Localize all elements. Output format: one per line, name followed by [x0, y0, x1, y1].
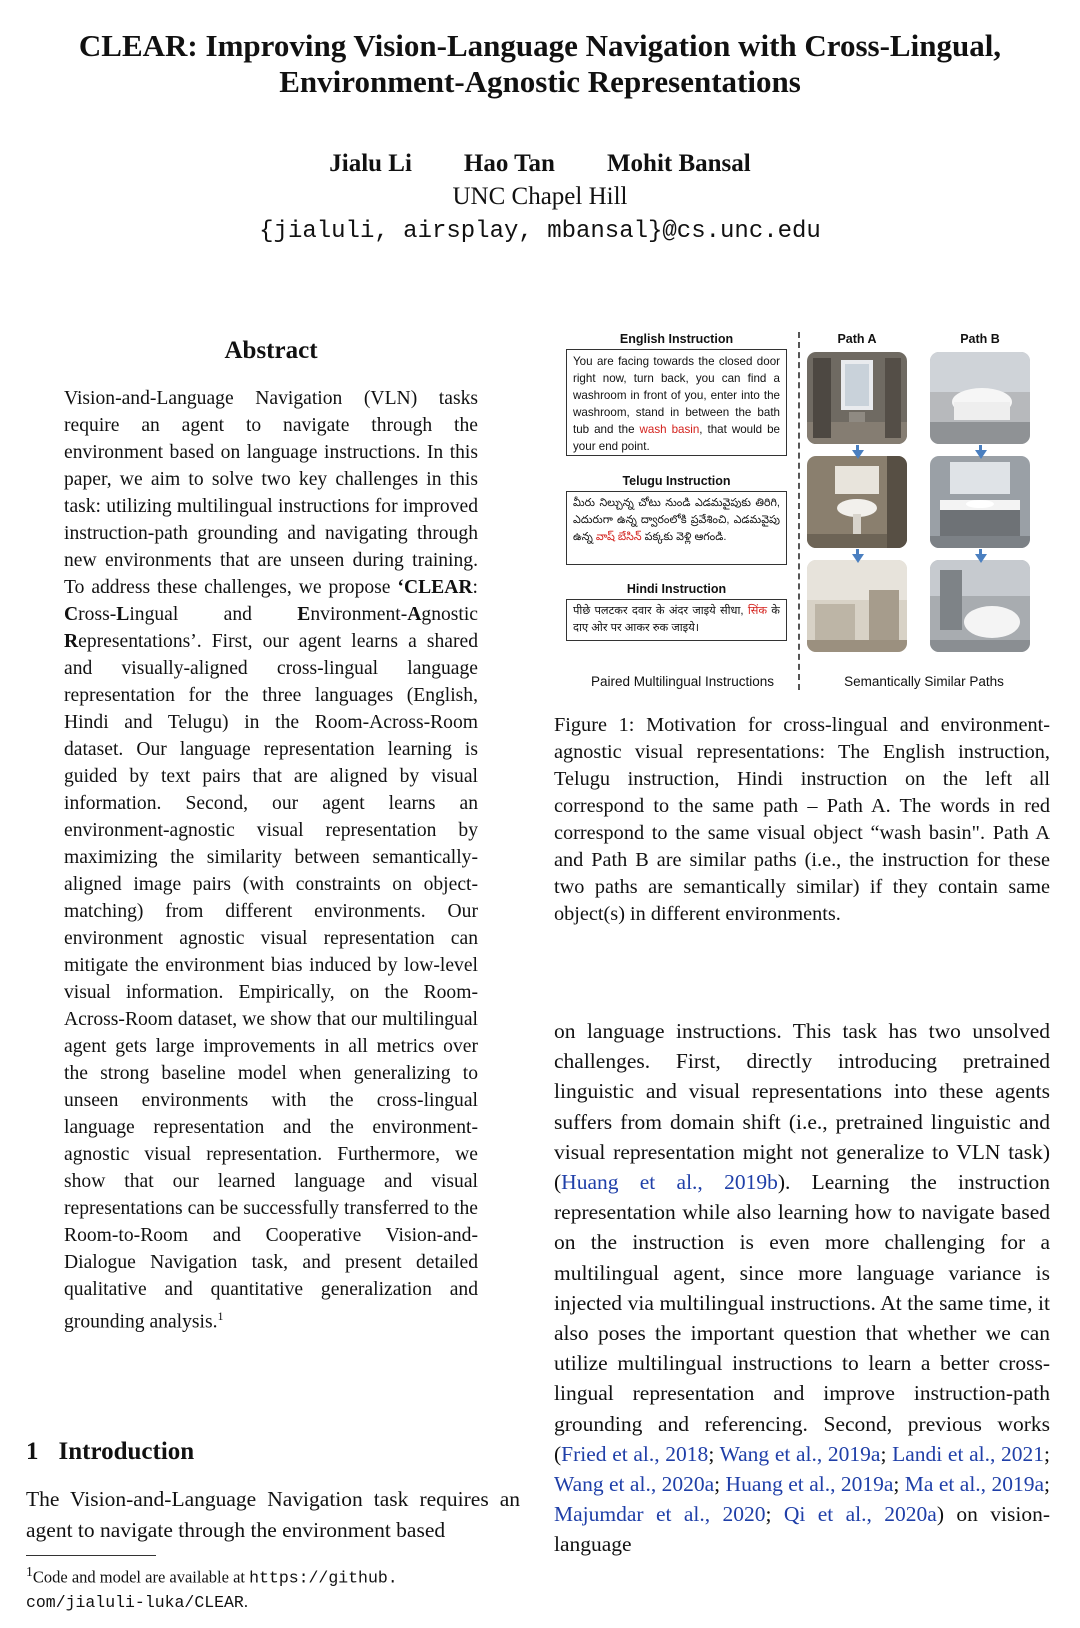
- path-a-image-1: [807, 352, 907, 444]
- telugu-text: మీరు నిల్చున్న చోటు నుండి ఎడమవైపుకు తిరిగి, ఎదురుగా ఉన్న ద్వారంలోకి ప్రవేశించి, ఎడమవైపు ఉన్న: [573, 497, 780, 543]
- cite-sep: ;: [880, 1441, 893, 1466]
- name-word-1: ross-: [78, 604, 117, 625]
- right-footer-label: Semantically Similar Paths: [844, 674, 1004, 689]
- name-letter-r: R: [64, 631, 79, 652]
- abstract-heading: Abstract: [224, 337, 318, 364]
- section-heading-introduction: [26, 1438, 194, 1466]
- figure-caption: Figure 1: Motivation for cross-lingual and environment-agnostic visual representations: The English instruction, Telugu instruction, Hindi instruction on the left all correspond to the same path – Path A. The words in red correspond to the same visual object “wash basin". Path A and Path B are similar paths (i.e., the instruction for these two paths are semantically similar) if they contain same object(s) in different environments.: [554, 714, 1050, 925]
- telugu-instruction-box: [566, 491, 787, 565]
- method-name: CLEAR: [403, 577, 473, 598]
- path-b-image-2: [930, 456, 1030, 548]
- figure-1: [552, 332, 1052, 692]
- figure-divider: [798, 332, 800, 690]
- hindi-instruction-label: Hindi Instruction: [626, 582, 727, 596]
- author-2: Hao Tan: [463, 150, 555, 177]
- author-list: [0, 150, 1080, 178]
- citation-wang-2019a[interactable]: Wang et al., 2019a: [719, 1441, 881, 1466]
- name-letter-l: L: [116, 604, 130, 625]
- telugu-instruction-label: Telugu Instruction: [622, 474, 731, 488]
- hindi-instruction-box: [566, 599, 787, 641]
- left-footer-label: Paired Multilingual Instructions: [590, 674, 775, 689]
- path-b-image-3: [930, 560, 1030, 652]
- citation-landi-2021[interactable]: Landi et al., 2021: [892, 1441, 1045, 1466]
- name-letter-a: A: [407, 604, 422, 625]
- intro-text-column-2: [554, 1016, 1050, 1560]
- cite-sep: ;: [714, 1472, 726, 1497]
- path-b-image-1: [930, 352, 1030, 444]
- cite-sep: ;: [1044, 1441, 1050, 1466]
- telugu-end: పక్కకు వెళ్లి ఆగండి.: [641, 531, 727, 543]
- citation-qi-2020a[interactable]: Qi et al., 2020a: [783, 1502, 937, 1527]
- citation-wang-2020a[interactable]: Wang et al., 2020a: [554, 1472, 715, 1497]
- cite-sep: ;: [765, 1502, 784, 1527]
- footnote-text: Code and model are available at: [32, 1567, 250, 1587]
- hindi-text: पीछे पलटकर दवार के अंदर जाइये सीधा,: [573, 605, 748, 617]
- english-instruction-label: English Instruction: [619, 332, 734, 346]
- paper-title: [30, 28, 1050, 100]
- hindi-highlight: सिंक: [747, 605, 768, 617]
- code-link-part-2[interactable]: com/jialuli-luka/CLEAR: [26, 1592, 244, 1612]
- hindi-end: के दाए ओर पर आकर रुक जाइये।: [573, 605, 780, 634]
- name-word-2: ingual and: [129, 604, 298, 625]
- path-b-arrow-1: [975, 450, 987, 459]
- citation-huang-2019b[interactable]: Huang et al., 2019b: [561, 1170, 778, 1195]
- name-letter-c: C: [64, 604, 79, 625]
- citation-huang-2019a[interactable]: Huang et al., 2019a: [725, 1472, 894, 1497]
- abstract-part-2: First, our agent learns a shared and visually-aligned cross-lingual language representation for the three languages (English, Hindi and Telugu) in the Room-Across-Room dataset. Our language representation learning is guided by text pairs that are aligned by visual information. Second, our agent learns an environment-agnostic visual representation by maximizing the similarity between semantically-aligned image pairs (with constraints on object-matching) from different environments. Our environment agnostic visual representation can mitigate the environment bias induced by low-level visual information. Empirically, on the Room-Across-Room dataset, we show that our multilingual agent gets large improvements in all metrics over the strong baseline model when generalizing to unseen environments with the cross-lingual language representation and the environment-agnostic visual representation. Furthermore, we show that our learned language and visual representations can be successfully transferred to the Room-to-Room and Cooperative Vision-and-Dialogue Navigation task, and present detailed qualitative and quantitative generalization and grounding analysis.: [64, 631, 478, 1333]
- path-a-arrow-1: [852, 450, 864, 459]
- section-number: 1: [26, 1438, 39, 1465]
- quote-open: ‘: [397, 577, 404, 598]
- footnote-rule: [26, 1555, 156, 1556]
- quote-close: ’.: [190, 631, 202, 652]
- col2-text-1: on language instructions. This task has two unsolved challenges. First, directly introducing pretrained linguistic and visual representations into these agents suffers from domain shift (i.e., pretrained linguistic and visual representation might not generalize to VLN task) (: [554, 1019, 1050, 1195]
- name-word-5: epresentations: [78, 631, 191, 652]
- path-a-arrow-2: [852, 554, 864, 563]
- title-line-2: Environment-Agnostic Representations: [279, 64, 801, 99]
- name-letter-e: E: [297, 604, 311, 625]
- footnote-ref[interactable]: 1: [217, 1309, 224, 1323]
- citation-majumdar-2020[interactable]: Majumdar et al., 2020: [554, 1502, 766, 1527]
- abstract-text: [64, 385, 478, 1336]
- code-link-part-1[interactable]: https://github.: [249, 1568, 398, 1588]
- path-a-image-2: [807, 456, 907, 548]
- cite-sep: ;: [708, 1441, 720, 1466]
- author-3: Mohit Bansal: [606, 150, 751, 177]
- author-1: Jialu Li: [329, 150, 412, 177]
- path-b-arrow-2: [975, 554, 987, 563]
- name-word-3: nvironment-: [310, 604, 408, 625]
- abstract-part-1: Vision-and-Language Navigation (VLN) tasks require an agent to navigate through the environment based on language instructions. In this paper, we aim to solve two key challenges in this task: utilizing multilingual instructions for improved instruction-path grounding and navigating through new environments that are unseen during training. To address these challenges, we propose: [64, 388, 478, 598]
- author-email: {jialuli, airsplay, mbansal}@cs.unc.edu: [259, 218, 821, 245]
- col2-text-3: ) on vision-language: [554, 1502, 1050, 1557]
- cite-sep: ;: [893, 1472, 905, 1497]
- section-title: Introduction: [58, 1438, 195, 1465]
- name-word-4: gnostic: [421, 604, 478, 625]
- telugu-highlight: వాష్ బేసిన్: [595, 531, 642, 543]
- name-sep: :: [472, 577, 478, 598]
- title-line-1: CLEAR: Improving Vision-Language Navigation with Cross-Lingual,: [78, 28, 1002, 63]
- english-highlight: wash basin: [639, 423, 700, 436]
- path-b-label: Path B: [960, 332, 1000, 346]
- english-instruction-box: [566, 349, 787, 456]
- footnote: [26, 1560, 526, 1614]
- intro-text: The Vision-and-Language Navigation task requires an agent to navigate through the environment based: [26, 1487, 520, 1542]
- path-a-label: Path A: [837, 332, 877, 346]
- col2-text-2: ). Learning the instruction representation while also learning how to navigate based on the instruction is even more challenging for a multilingual agent, since more language variance is injected via multilingual instructions. At the same time, it also poses the important question that whether we can utilize multilingual instructions to learn a better cross-lingual representation and improve instruction-path grounding and referencing. Second, previous works (: [554, 1170, 1050, 1466]
- citation-ma-2019a[interactable]: Ma et al., 2019a: [904, 1472, 1044, 1497]
- affiliation: UNC Chapel Hill: [452, 183, 628, 210]
- english-text: You are facing towards the closed door right now, turn back, you can find a washroom in front of you, enter into the washroom, stand in between the bath tub and the: [573, 355, 780, 436]
- footnote-end: .: [243, 1591, 248, 1611]
- path-a-image-3: [807, 560, 907, 652]
- footnote-mark: 1: [26, 1564, 33, 1579]
- citation-fried-2018[interactable]: Fried et al., 2018: [561, 1441, 709, 1466]
- english-end: , that would be your end point.: [573, 423, 780, 453]
- cite-sep: ;: [1044, 1472, 1050, 1497]
